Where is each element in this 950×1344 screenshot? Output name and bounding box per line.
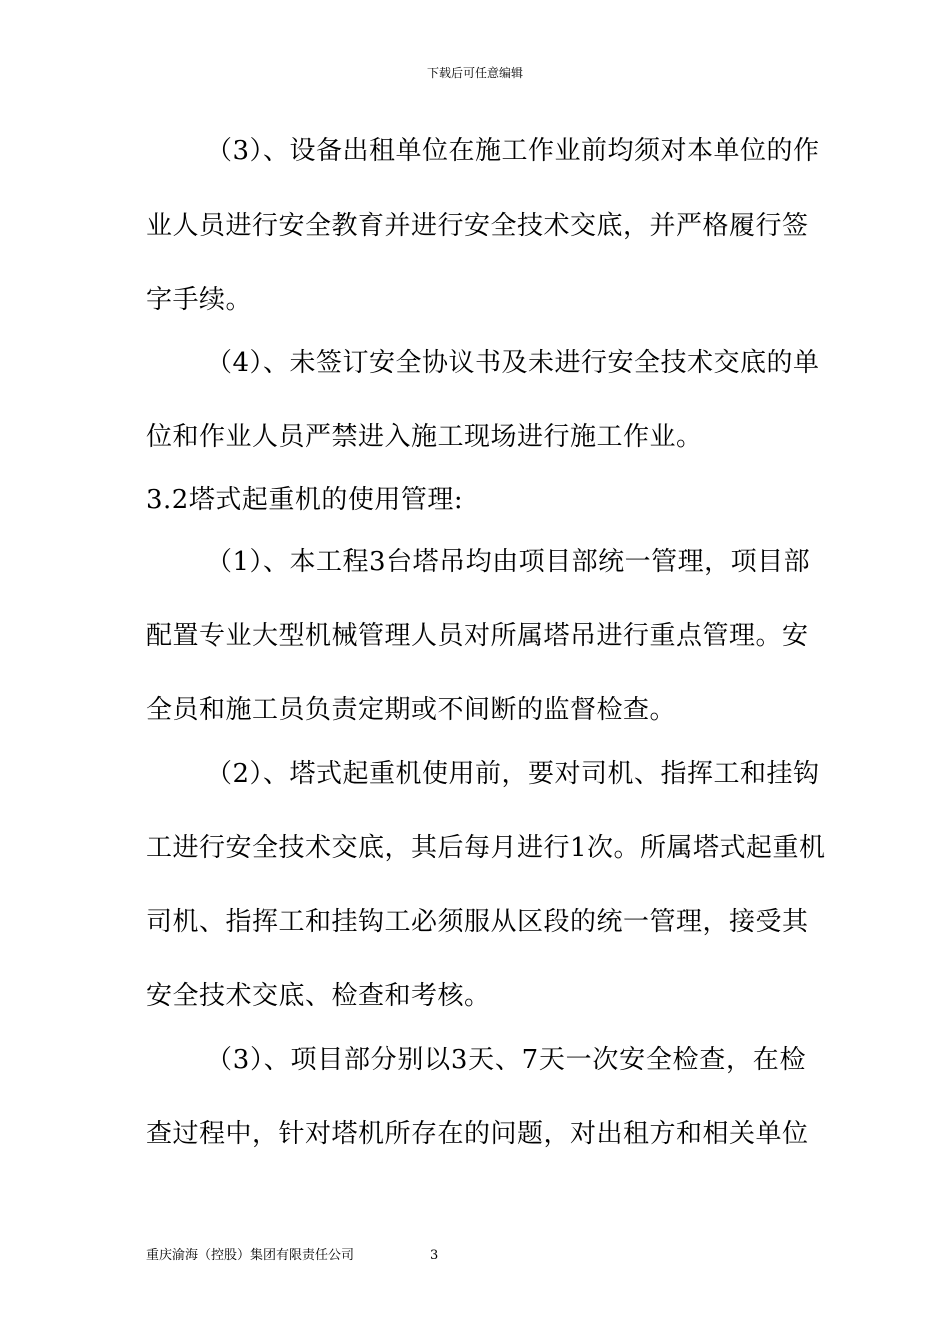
text-line: 位和作业人员严禁进入施工现场进行施工作业。: [146, 422, 703, 452]
text-line: 全员和施工员负责定期或不间断的监督检查。: [146, 695, 677, 725]
page-header: 下载后可任意编辑: [426, 66, 523, 80]
footer-company: 重庆渝海（控股）集团有限责任公司: [146, 1248, 355, 1263]
text-line: 字手续。: [146, 285, 253, 315]
text-line: （1）、本工程3台塔吊均由项目部统一管理，项目部: [206, 547, 811, 577]
text-line: （3）、设备出租单位在施工作业前均须对本单位的作: [206, 136, 820, 166]
text-line: 司机、指挥工和挂钩工必须服从区段的统一管理，接受其: [146, 907, 809, 937]
text-line: （2）、塔式起重机使用前，要对司机、指挥工和挂钩: [206, 759, 820, 789]
text-line: （4）、未签订安全协议书及未进行安全技术交底的单: [206, 348, 820, 378]
page-number: 3: [430, 1248, 439, 1263]
section-heading: 3.2塔式起重机的使用管理:: [146, 485, 464, 515]
text-line: （3）、项目部分别以3天、7天一次安全检查，在检: [206, 1045, 806, 1075]
text-line: 配置专业大型机械管理人员对所属塔吊进行重点管理。安: [146, 621, 809, 651]
text-line: 业人员进行安全教育并进行安全技术交底，并严格履行签: [146, 211, 809, 241]
text-line: 工进行安全技术交底，其后每月进行1次。所属塔式起重机: [146, 833, 826, 863]
text-line: 安全技术交底、检查和考核。: [146, 981, 491, 1011]
text-line: 查过程中，针对塔机所存在的问题，对出租方和相关单位: [146, 1119, 809, 1149]
